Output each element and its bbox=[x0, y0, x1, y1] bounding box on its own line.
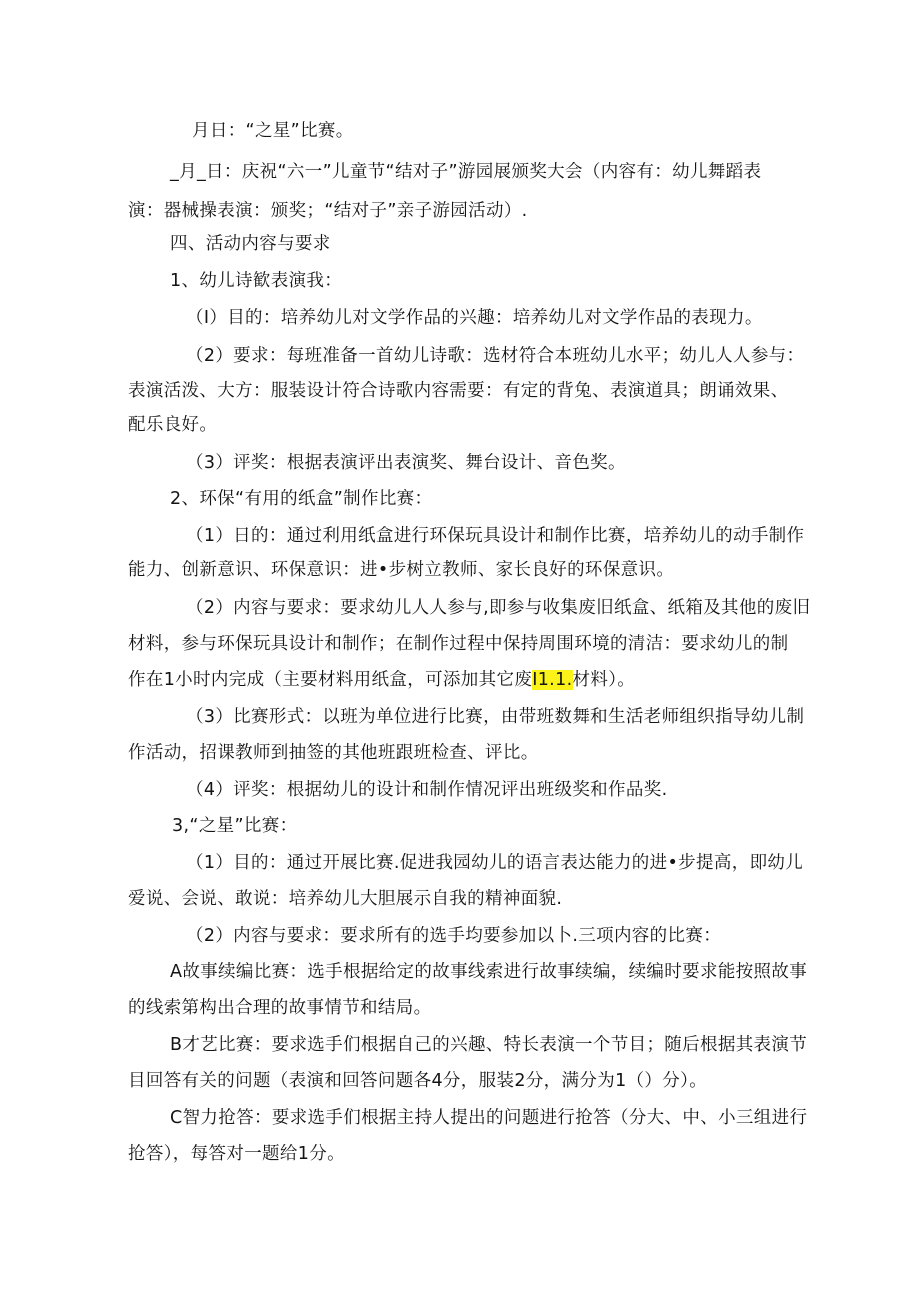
text-line bbox=[128, 1070, 707, 1092]
text-run: 1、幼儿诗歓表演我： bbox=[170, 271, 343, 291]
text-run: B才艺比赛：要求选手们根据自己的兴趣、特长表演一个节目；随后根据其表演节 bbox=[170, 1035, 808, 1055]
subsection-heading bbox=[170, 488, 432, 510]
text-run: 2、环保“有用的纸盒”制作比赛： bbox=[170, 489, 433, 509]
text-line bbox=[170, 961, 807, 983]
text-run: 目回答有关的问题（表演和回答问题各4分，服装2分，满分为1（）分）。 bbox=[128, 1071, 708, 1091]
text-run: 能力、创新意识、环保意识：进•步树立教师、家长良好的环保意识。 bbox=[128, 560, 675, 580]
text-run: 抢答），每答对一题给1分。 bbox=[128, 1144, 345, 1164]
text-line bbox=[128, 633, 788, 655]
text-line bbox=[186, 452, 626, 474]
text-line bbox=[128, 559, 674, 581]
text-line bbox=[186, 925, 721, 947]
text-run: 月日：“之星”比赛。 bbox=[192, 121, 354, 141]
text-line bbox=[186, 525, 804, 547]
text-line bbox=[186, 597, 810, 619]
text-line bbox=[186, 345, 804, 367]
text-run: 作活动，招课教师到抽签的其他班跟班检查、评比。 bbox=[128, 743, 539, 763]
text-run: （2）内容与要求：要求所有的选手均要参加以卜.三项内容的比赛： bbox=[186, 926, 722, 946]
text-run: 演：器械操表演：颁奖；“结对子”亲子游园活动）. bbox=[128, 201, 528, 221]
text-run: 的线索第构出合理的故事情节和结局。 bbox=[128, 998, 432, 1018]
text-run: _月_日：庆祝“六一”儿童节“结对子”游园展颁奖大会（内容有：幼儿舞蹈表 bbox=[170, 162, 762, 182]
text-line bbox=[186, 706, 804, 728]
text-line bbox=[128, 414, 217, 436]
text-line bbox=[192, 120, 354, 142]
text-run: （3）评奖：根据表演评出表演奖、舞台设计、音色奖。 bbox=[186, 453, 626, 473]
text-line bbox=[128, 888, 562, 910]
text-line bbox=[128, 742, 539, 764]
text-run: 作在1小时内完成（主要材料用纸盒，可添加其它废 bbox=[128, 670, 533, 690]
text-line bbox=[170, 1034, 807, 1056]
section-heading bbox=[170, 233, 331, 255]
text-line bbox=[128, 200, 528, 222]
text-run: （I）目的：培养幼儿对文学作品的兴趣：培养幼儿对文学作品的表现力。 bbox=[186, 308, 763, 328]
text-line bbox=[186, 852, 803, 874]
text-run: （1）目的：通过开展比赛.促进我园幼儿的语言表达能力的进•步提高，即幼儿 bbox=[186, 853, 804, 873]
text-line bbox=[128, 669, 635, 691]
text-run: （3）比赛形式：以班为单位进行比赛，由带班数舞和生活老师组织指导幼儿制 bbox=[186, 707, 805, 727]
text-line bbox=[186, 307, 763, 329]
text-run: 材料，参与环保玩具设计和制作；在制作过程中保持周围环境的清洁：要求幼儿的制 bbox=[128, 634, 789, 654]
text-run: 材料）。 bbox=[572, 670, 636, 690]
text-run: 爱说、会说、敢说：培养幼儿大胆展示自我的精神面貌. bbox=[128, 889, 563, 909]
text-run: C智力抢答：要求选手们根据主持人提出的问题进行抢答（分大、中、小三组进行 bbox=[170, 1108, 808, 1128]
highlighted-text: I1.1. bbox=[532, 670, 573, 690]
text-line bbox=[128, 380, 788, 402]
text-run: （1）日的：通过利用纸盒进行环保玩具设计和制作比赛，培养幼儿的动手制作 bbox=[186, 526, 805, 546]
text-line bbox=[128, 1143, 345, 1165]
text-run: （2）内容与要求：要求幼儿人人参与,即参与收集废旧纸盒、纸箱及其他的废旧 bbox=[186, 598, 811, 618]
text-line bbox=[170, 161, 761, 183]
text-run: （2）要求：每班准备一首幼儿诗歌：选材符合本班幼儿水平；幼儿人人参与： bbox=[186, 346, 805, 366]
subsection-heading bbox=[170, 270, 342, 292]
text-line bbox=[186, 779, 668, 801]
text-line bbox=[128, 997, 431, 1019]
text-run: 表演活泼、大方：服装设计符合诗歌内容需要：有定的背兔、表演道具；朗诵效果、 bbox=[128, 381, 789, 401]
text-line bbox=[170, 1107, 807, 1129]
text-run: 四、活动内容与要求 bbox=[170, 234, 331, 254]
subsection-heading bbox=[172, 815, 297, 837]
text-run: A故事续编比赛：选手根据给定的故事线索进行故事续编，续编时要求能按照故事 bbox=[170, 962, 808, 982]
text-run: （4）评奖：根据幼儿的设计和制作情况评出班级奖和作品奖. bbox=[186, 780, 668, 800]
text-run: 3,“之星”比赛： bbox=[172, 816, 298, 836]
text-run: 配乐良好。 bbox=[128, 415, 218, 435]
